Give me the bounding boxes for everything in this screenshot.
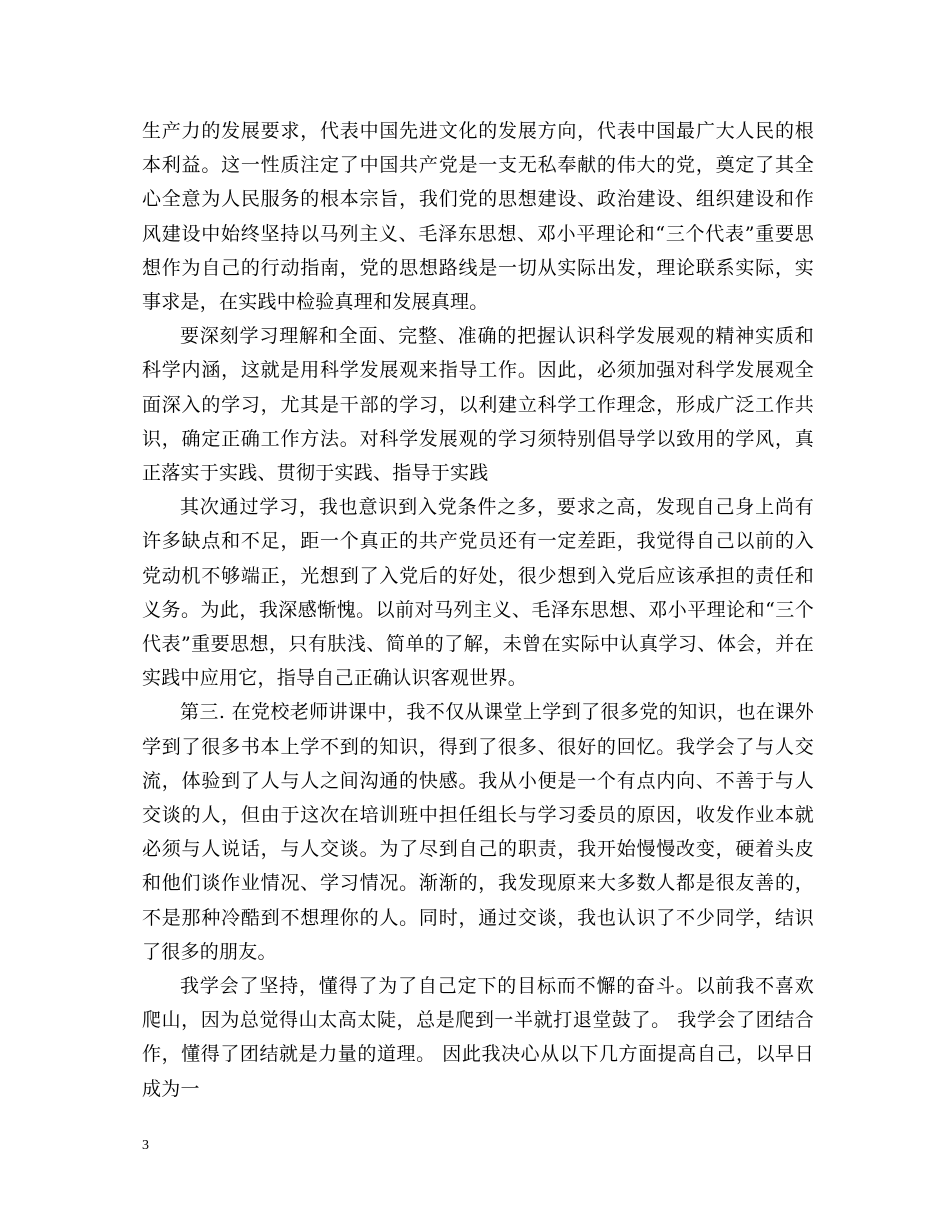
document-body [142,114,814,1106]
paragraph-5: 我学会了坚持，懂得了为了自己定下的目标而不懈的奋斗。以前我不喜欢爬山，因为总觉得山太高太陡，总是爬到一半就打退堂鼓了。 我学会了团结合作，懂得了团结就是力量的道理。 因此我决心从以下几方面提高自己，以早日成为一 [142,975,814,1100]
paragraph-2: 要深刻学习理解和全面、完整、准确的把握认识科学发展观的精神实质和科学内涵，这就是用科学发展观来指导工作。因此，必须加强对科学发展观全面深入的学习，尤其是干部的学习，以利建立科学工作理念，形成广泛工作共识，确定正确工作方法。对科学发展观的学习须特别倡导学以致用的学风，真正落实于实践、贯彻于实践、指导于实践 [142,325,814,485]
paragraph-1: 生产力的发展要求，代表中国先进文化的发展方向，代表中国最广大人民的根本利益。这一性质注定了中国共产党是一支无私奉献的伟大的党，奠定了其全心全意为人民服务的根本宗旨，我们党的思想建设、政治建设、组织建设和作风建设中始终坚持以马列主义、毛泽东思想、邓小平理论和“三个代表”重要思想作为自己的行动指南，党的思想路线是一切从实际出发，理论联系实际，实事求是，在实践中检验真理和发展真理。 [142,120,814,314]
page-number: 3 [142,1138,149,1153]
paragraph-4: 第三. 在党校老师讲课中，我不仅从课堂上学到了很多党的知识，也在课外学到了很多书本上学不到的知识，得到了很多、很好的回忆。我学会了与人交流，体验到了人与人之间沟通的快感。我从小便是一个有点内向、不善于与人交谈的人，但由于这次在培训班中担任组长与学习委员的原因，收发作业本就必须与人说话，与人交谈。为了尽到自己的职责，我开始慢慢改变，硬着头皮和他们谈作业情况、学习情况。渐渐的，我发现原来大多数人都是很友善的，不是那种冷酷到不想理你的人。同时，通过交谈，我也认识了不少同学，结识了很多的朋友。 [142,701,814,963]
paragraph-3: 其次通过学习，我也意识到入党条件之多，要求之高，发现自己身上尚有许多缺点和不足，距一个真正的共产党员还有一定差距，我觉得自己以前的入党动机不够端正，光想到了入党后的好处，很少想到入党后应该承担的责任和义务。为此，我深感惭愧。以前对马列主义、毛泽东思想、邓小平理论和“三个代表”重要思想，只有肤浅、简单的了解，未曾在实际中认真学习、体会，并在实践中应用它，指导自己正确认识客观世界。 [142,496,814,690]
